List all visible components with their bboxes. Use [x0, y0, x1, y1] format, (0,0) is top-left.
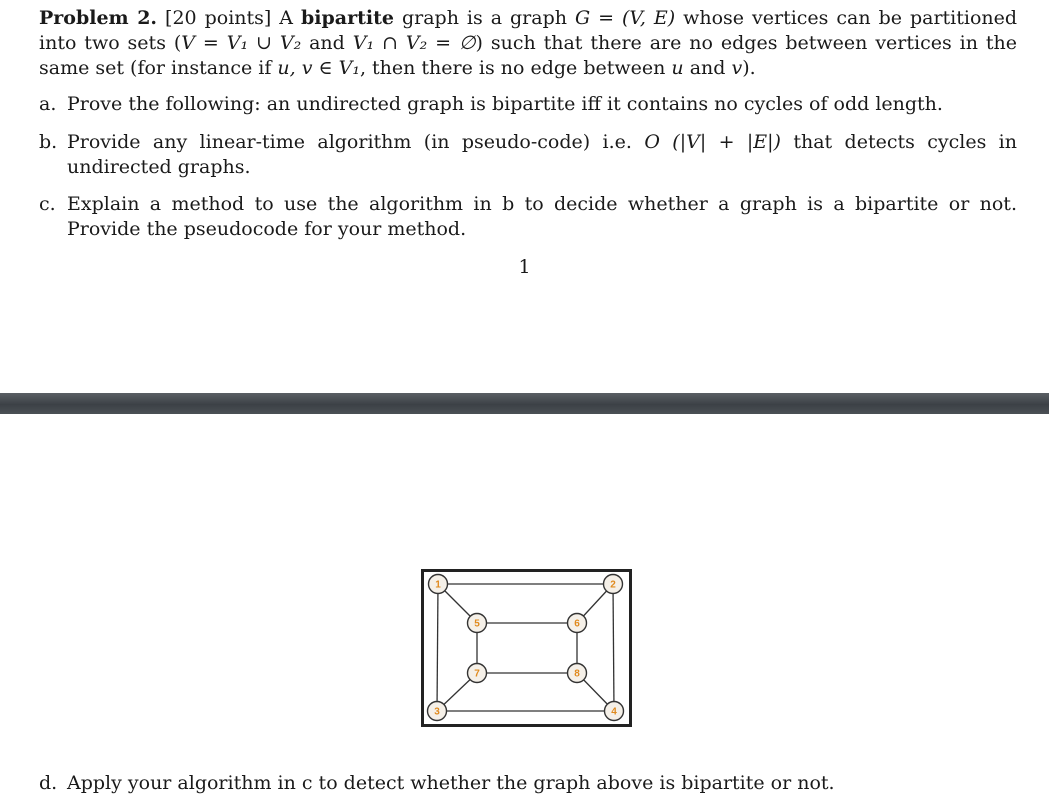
graph-figure: [421, 569, 632, 727]
graph-node-label-5: 5: [474, 618, 480, 630]
item-b-body: [67, 130, 1017, 180]
graph-node-label-3: 3: [434, 706, 440, 718]
problem-text: ).: [742, 57, 756, 79]
item-b-text: Provide any linear-time algorithm (in pseudo-code) i.e.: [67, 131, 632, 153]
item-a-text: Prove the following: an undirected graph is bipartite iff it contains no cycles of odd length.: [67, 93, 943, 115]
math-union: V = V₁ ∪ V₂: [181, 32, 302, 54]
item-d-text: Apply your algorithm in c to detect whether the graph above is bipartite or not.: [67, 772, 835, 794]
item-a-label: a.: [39, 93, 57, 115]
item-b: [39, 130, 1017, 180]
problem-text: graph is a graph: [401, 7, 567, 29]
graph-node-label-6: 6: [574, 618, 580, 630]
item-c-text: Explain a method to use the algorithm in b to decide whether a graph is a bipartite or not. Provide the pseudocode for your method.: [67, 193, 1017, 240]
item-c: [39, 192, 1017, 242]
item-b-label: b.: [39, 131, 58, 153]
graph-node-label-1: 1: [435, 579, 441, 591]
problem-text: A: [279, 7, 294, 29]
item-b-text: that detects cycles in undirected graphs.: [67, 131, 1017, 178]
page-divider: [0, 393, 1049, 414]
graph-node-label-8: 8: [574, 668, 580, 680]
problem-statement: [39, 6, 1017, 81]
problem-text: whose vertices can be partitioned into two sets (: [39, 7, 1018, 54]
problem-heading: Problem 2.: [39, 7, 158, 29]
math-intersection: V₁ ∩ V₂ = ∅: [352, 32, 476, 54]
problem-points: [20 points]: [165, 7, 272, 29]
graph-node-label-2: 2: [610, 579, 616, 591]
math-u: u: [671, 57, 684, 79]
problem-text: and: [309, 32, 345, 54]
graph-frame: [423, 571, 631, 726]
item-a: [39, 92, 1017, 117]
bipartite-term: bipartite: [301, 7, 394, 29]
math-graph: G = (V, E): [574, 7, 676, 29]
item-c-label: c.: [39, 193, 56, 215]
graph-node-label-4: 4: [611, 706, 617, 718]
math-complexity: O (|V| + |E|): [644, 131, 781, 153]
graph-node-label-7: 7: [474, 668, 480, 680]
math-v: v: [731, 57, 743, 79]
item-d: [39, 771, 1017, 796]
page-number: 1: [518, 256, 531, 278]
problem-text: ) such that there are no edges between vertices in the same set (for instance if: [39, 32, 1017, 79]
problem-text: , then there is no edge between: [359, 57, 666, 79]
math-uv: u, v ∈ V₁: [277, 57, 360, 79]
item-d-label: d.: [39, 772, 58, 794]
problem-text: and: [689, 57, 726, 79]
